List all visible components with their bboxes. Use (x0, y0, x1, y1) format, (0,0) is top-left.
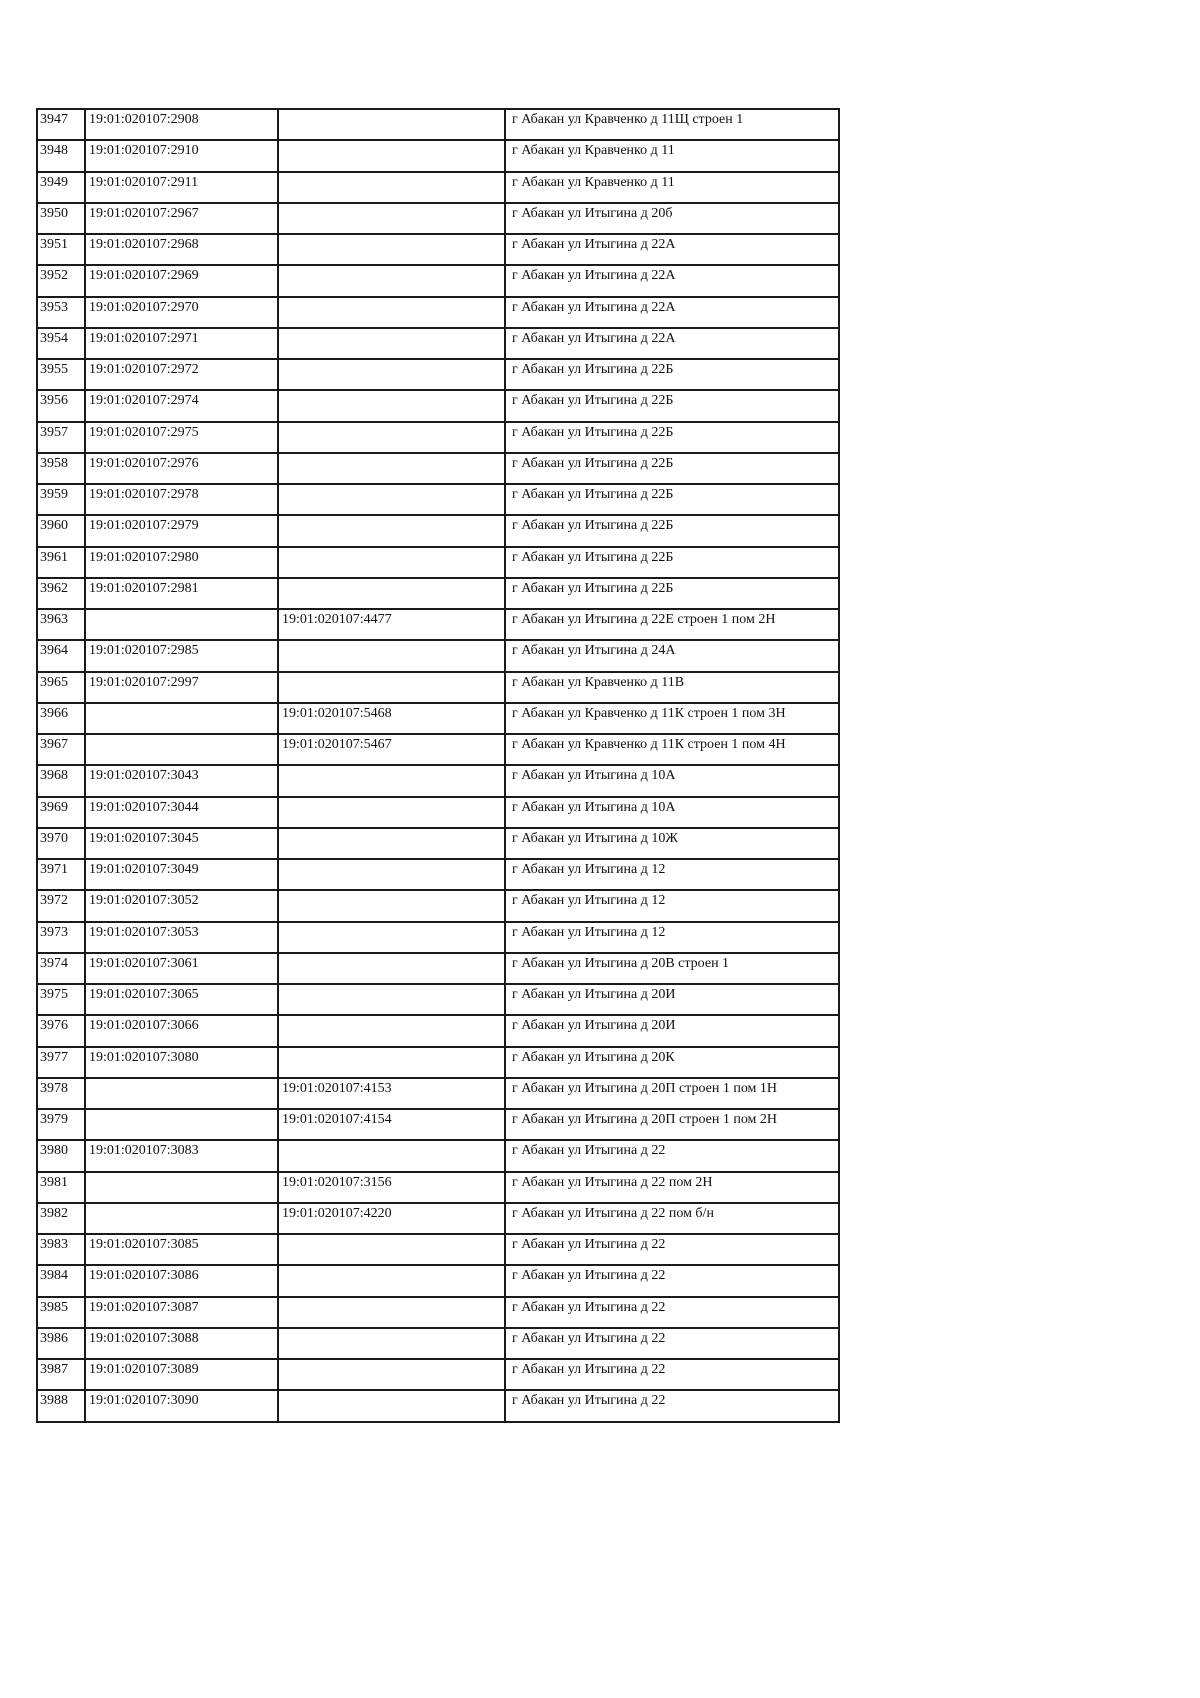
object-cadastral-number-cell (278, 484, 505, 515)
parcel-cadastral-number-cell: 19:01:020107:2911 (85, 172, 278, 203)
row-number-cell: 3980 (37, 1140, 85, 1171)
table-row (37, 1234, 839, 1265)
address-cell: г Абакан ул Итыгина д 22Б (505, 484, 839, 515)
object-cadastral-number-cell (278, 1297, 505, 1328)
table-row (37, 515, 839, 546)
address-cell: г Абакан ул Итыгина д 24А (505, 640, 839, 671)
table-row (37, 390, 839, 421)
parcel-cadastral-number-cell: 19:01:020107:3052 (85, 890, 278, 921)
parcel-cadastral-number-cell: 19:01:020107:2975 (85, 422, 278, 453)
row-number-cell: 3984 (37, 1265, 85, 1296)
row-number-cell: 3963 (37, 609, 85, 640)
address-cell: г Абакан ул Итыгина д 10Ж (505, 828, 839, 859)
object-cadastral-number-cell (278, 828, 505, 859)
table-row (37, 172, 839, 203)
registry-table-body (37, 109, 839, 1422)
row-number-cell: 3967 (37, 734, 85, 765)
address-cell: г Абакан ул Итыгина д 22 (505, 1265, 839, 1296)
parcel-cadastral-number-cell: 19:01:020107:2968 (85, 234, 278, 265)
table-row (37, 797, 839, 828)
parcel-cadastral-number-cell: 19:01:020107:2978 (85, 484, 278, 515)
address-cell: г Абакан ул Итыгина д 20И (505, 1015, 839, 1046)
table-row (37, 953, 839, 984)
parcel-cadastral-number-cell: 19:01:020107:2910 (85, 140, 278, 171)
row-number-cell: 3970 (37, 828, 85, 859)
table-row (37, 1297, 839, 1328)
address-cell: г Абакан ул Итыгина д 10А (505, 765, 839, 796)
object-cadastral-number-cell (278, 765, 505, 796)
parcel-cadastral-number-cell: 19:01:020107:3089 (85, 1359, 278, 1390)
address-cell: г Абакан ул Итыгина д 22А (505, 328, 839, 359)
object-cadastral-number-cell (278, 297, 505, 328)
row-number-cell: 3962 (37, 578, 85, 609)
row-number-cell: 3988 (37, 1390, 85, 1421)
parcel-cadastral-number-cell (85, 1203, 278, 1234)
row-number-cell: 3949 (37, 172, 85, 203)
address-cell: г Абакан ул Итыгина д 22Б (505, 547, 839, 578)
table-row (37, 1172, 839, 1203)
table-row (37, 922, 839, 953)
object-cadastral-number-cell (278, 203, 505, 234)
object-cadastral-number-cell (278, 859, 505, 890)
row-number-cell: 3973 (37, 922, 85, 953)
address-cell: г Абакан ул Кравченко д 11Щ строен 1 (505, 109, 839, 140)
object-cadastral-number-cell (278, 640, 505, 671)
parcel-cadastral-number-cell: 19:01:020107:2985 (85, 640, 278, 671)
table-row (37, 453, 839, 484)
address-cell: г Абакан ул Итыгина д 22Б (505, 515, 839, 546)
address-cell: г Абакан ул Итыгина д 22А (505, 297, 839, 328)
address-cell: г Абакан ул Итыгина д 22 (505, 1359, 839, 1390)
row-number-cell: 3979 (37, 1109, 85, 1140)
object-cadastral-number-cell (278, 140, 505, 171)
table-row (37, 547, 839, 578)
row-number-cell: 3981 (37, 1172, 85, 1203)
object-cadastral-number-cell (278, 109, 505, 140)
object-cadastral-number-cell (278, 1359, 505, 1390)
table-row (37, 1328, 839, 1359)
address-cell: г Абакан ул Итыгина д 22 (505, 1140, 839, 1171)
table-row (37, 1140, 839, 1171)
address-cell: г Абакан ул Итыгина д 22 (505, 1297, 839, 1328)
row-number-cell: 3986 (37, 1328, 85, 1359)
row-number-cell: 3952 (37, 265, 85, 296)
table-row (37, 109, 839, 140)
table-row (37, 1109, 839, 1140)
parcel-cadastral-number-cell: 19:01:020107:3053 (85, 922, 278, 953)
object-cadastral-number-cell (278, 1390, 505, 1421)
object-cadastral-number-cell (278, 1047, 505, 1078)
parcel-cadastral-number-cell: 19:01:020107:3061 (85, 953, 278, 984)
object-cadastral-number-cell: 19:01:020107:4153 (278, 1078, 505, 1109)
parcel-cadastral-number-cell: 19:01:020107:3043 (85, 765, 278, 796)
parcel-cadastral-number-cell (85, 734, 278, 765)
address-cell: г Абакан ул Итыгина д 12 (505, 859, 839, 890)
parcel-cadastral-number-cell: 19:01:020107:3044 (85, 797, 278, 828)
parcel-cadastral-number-cell: 19:01:020107:2967 (85, 203, 278, 234)
address-cell: г Абакан ул Итыгина д 20К (505, 1047, 839, 1078)
object-cadastral-number-cell (278, 890, 505, 921)
object-cadastral-number-cell (278, 1015, 505, 1046)
address-cell: г Абакан ул Итыгина д 22 пом б/н (505, 1203, 839, 1234)
object-cadastral-number-cell (278, 797, 505, 828)
parcel-cadastral-number-cell: 19:01:020107:2972 (85, 359, 278, 390)
parcel-cadastral-number-cell: 19:01:020107:3088 (85, 1328, 278, 1359)
address-cell: г Абакан ул Итыгина д 22 (505, 1390, 839, 1421)
object-cadastral-number-cell (278, 234, 505, 265)
row-number-cell: 3951 (37, 234, 85, 265)
row-number-cell: 3982 (37, 1203, 85, 1234)
parcel-cadastral-number-cell: 19:01:020107:2971 (85, 328, 278, 359)
row-number-cell: 3964 (37, 640, 85, 671)
table-row (37, 140, 839, 171)
address-cell: г Абакан ул Итыгина д 22Б (505, 422, 839, 453)
row-number-cell: 3974 (37, 953, 85, 984)
row-number-cell: 3976 (37, 1015, 85, 1046)
table-row (37, 359, 839, 390)
table-row (37, 1390, 839, 1421)
object-cadastral-number-cell (278, 672, 505, 703)
address-cell: г Абакан ул Итыгина д 20П строен 1 пом 2Н (505, 1109, 839, 1140)
parcel-cadastral-number-cell: 19:01:020107:3080 (85, 1047, 278, 1078)
object-cadastral-number-cell (278, 984, 505, 1015)
row-number-cell: 3968 (37, 765, 85, 796)
address-cell: г Абакан ул Итыгина д 22Б (505, 390, 839, 421)
table-row (37, 1203, 839, 1234)
table-row (37, 1047, 839, 1078)
row-number-cell: 3947 (37, 109, 85, 140)
table-row (37, 328, 839, 359)
address-cell: г Абакан ул Итыгина д 12 (505, 922, 839, 953)
parcel-cadastral-number-cell (85, 703, 278, 734)
row-number-cell: 3972 (37, 890, 85, 921)
object-cadastral-number-cell (278, 453, 505, 484)
row-number-cell: 3966 (37, 703, 85, 734)
address-cell: г Абакан ул Кравченко д 11В (505, 672, 839, 703)
object-cadastral-number-cell (278, 515, 505, 546)
row-number-cell: 3956 (37, 390, 85, 421)
address-cell: г Абакан ул Кравченко д 11К строен 1 пом 4Н (505, 734, 839, 765)
address-cell: г Абакан ул Итыгина д 22А (505, 234, 839, 265)
table-row (37, 1359, 839, 1390)
object-cadastral-number-cell: 19:01:020107:5467 (278, 734, 505, 765)
row-number-cell: 3969 (37, 797, 85, 828)
parcel-cadastral-number-cell: 19:01:020107:2980 (85, 547, 278, 578)
row-number-cell: 3953 (37, 297, 85, 328)
address-cell: г Абакан ул Итыгина д 20В строен 1 (505, 953, 839, 984)
row-number-cell: 3983 (37, 1234, 85, 1265)
object-cadastral-number-cell (278, 328, 505, 359)
object-cadastral-number-cell (278, 390, 505, 421)
table-row (37, 703, 839, 734)
object-cadastral-number-cell (278, 1328, 505, 1359)
table-row (37, 984, 839, 1015)
table-row (37, 203, 839, 234)
row-number-cell: 3955 (37, 359, 85, 390)
parcel-cadastral-number-cell (85, 1078, 278, 1109)
row-number-cell: 3948 (37, 140, 85, 171)
row-number-cell: 3957 (37, 422, 85, 453)
parcel-cadastral-number-cell: 19:01:020107:2976 (85, 453, 278, 484)
table-row (37, 297, 839, 328)
row-number-cell: 3985 (37, 1297, 85, 1328)
table-row (37, 734, 839, 765)
table-row (37, 672, 839, 703)
address-cell: г Абакан ул Итыгина д 22Е строен 1 пом 2Н (505, 609, 839, 640)
registry-table (36, 108, 840, 1423)
table-row (37, 422, 839, 453)
parcel-cadastral-number-cell: 19:01:020107:3066 (85, 1015, 278, 1046)
address-cell: г Абакан ул Итыгина д 22 пом 2Н (505, 1172, 839, 1203)
table-row (37, 1015, 839, 1046)
row-number-cell: 3975 (37, 984, 85, 1015)
object-cadastral-number-cell (278, 578, 505, 609)
parcel-cadastral-number-cell: 19:01:020107:3087 (85, 1297, 278, 1328)
table-row (37, 578, 839, 609)
table-row (37, 640, 839, 671)
table-row (37, 484, 839, 515)
row-number-cell: 3971 (37, 859, 85, 890)
object-cadastral-number-cell (278, 359, 505, 390)
table-row (37, 859, 839, 890)
address-cell: г Абакан ул Кравченко д 11К строен 1 пом 3Н (505, 703, 839, 734)
table-row (37, 609, 839, 640)
object-cadastral-number-cell (278, 1265, 505, 1296)
row-number-cell: 3954 (37, 328, 85, 359)
row-number-cell: 3987 (37, 1359, 85, 1390)
parcel-cadastral-number-cell: 19:01:020107:2981 (85, 578, 278, 609)
object-cadastral-number-cell (278, 547, 505, 578)
row-number-cell: 3958 (37, 453, 85, 484)
table-row (37, 1078, 839, 1109)
parcel-cadastral-number-cell (85, 609, 278, 640)
table-row (37, 765, 839, 796)
parcel-cadastral-number-cell: 19:01:020107:3085 (85, 1234, 278, 1265)
object-cadastral-number-cell (278, 922, 505, 953)
address-cell: г Абакан ул Итыгина д 12 (505, 890, 839, 921)
address-cell: г Абакан ул Итыгина д 22Б (505, 453, 839, 484)
parcel-cadastral-number-cell: 19:01:020107:3086 (85, 1265, 278, 1296)
address-cell: г Абакан ул Итыгина д 22 (505, 1234, 839, 1265)
parcel-cadastral-number-cell: 19:01:020107:3045 (85, 828, 278, 859)
parcel-cadastral-number-cell: 19:01:020107:3090 (85, 1390, 278, 1421)
row-number-cell: 3978 (37, 1078, 85, 1109)
address-cell: г Абакан ул Итыгина д 10А (505, 797, 839, 828)
table-row (37, 828, 839, 859)
object-cadastral-number-cell (278, 172, 505, 203)
parcel-cadastral-number-cell: 19:01:020107:2970 (85, 297, 278, 328)
row-number-cell: 3960 (37, 515, 85, 546)
row-number-cell: 3961 (37, 547, 85, 578)
parcel-cadastral-number-cell: 19:01:020107:2974 (85, 390, 278, 421)
object-cadastral-number-cell (278, 1140, 505, 1171)
table-row (37, 234, 839, 265)
address-cell: г Абакан ул Кравченко д 11 (505, 140, 839, 171)
row-number-cell: 3965 (37, 672, 85, 703)
row-number-cell: 3977 (37, 1047, 85, 1078)
parcel-cadastral-number-cell: 19:01:020107:3049 (85, 859, 278, 890)
object-cadastral-number-cell (278, 422, 505, 453)
row-number-cell: 3959 (37, 484, 85, 515)
object-cadastral-number-cell (278, 953, 505, 984)
address-cell: г Абакан ул Итыгина д 22А (505, 265, 839, 296)
parcel-cadastral-number-cell: 19:01:020107:2969 (85, 265, 278, 296)
parcel-cadastral-number-cell: 19:01:020107:3083 (85, 1140, 278, 1171)
parcel-cadastral-number-cell (85, 1109, 278, 1140)
object-cadastral-number-cell: 19:01:020107:4220 (278, 1203, 505, 1234)
address-cell: г Абакан ул Итыгина д 22 (505, 1328, 839, 1359)
parcel-cadastral-number-cell: 19:01:020107:2979 (85, 515, 278, 546)
object-cadastral-number-cell: 19:01:020107:3156 (278, 1172, 505, 1203)
object-cadastral-number-cell (278, 1234, 505, 1265)
object-cadastral-number-cell (278, 265, 505, 296)
address-cell: г Абакан ул Кравченко д 11 (505, 172, 839, 203)
address-cell: г Абакан ул Итыгина д 20б (505, 203, 839, 234)
object-cadastral-number-cell: 19:01:020107:4477 (278, 609, 505, 640)
object-cadastral-number-cell: 19:01:020107:4154 (278, 1109, 505, 1140)
parcel-cadastral-number-cell: 19:01:020107:3065 (85, 984, 278, 1015)
address-cell: г Абакан ул Итыгина д 20П строен 1 пом 1Н (505, 1078, 839, 1109)
table-row (37, 265, 839, 296)
parcel-cadastral-number-cell: 19:01:020107:2908 (85, 109, 278, 140)
address-cell: г Абакан ул Итыгина д 22Б (505, 359, 839, 390)
row-number-cell: 3950 (37, 203, 85, 234)
address-cell: г Абакан ул Итыгина д 20И (505, 984, 839, 1015)
parcel-cadastral-number-cell: 19:01:020107:2997 (85, 672, 278, 703)
table-row (37, 890, 839, 921)
address-cell: г Абакан ул Итыгина д 22Б (505, 578, 839, 609)
table-row (37, 1265, 839, 1296)
parcel-cadastral-number-cell (85, 1172, 278, 1203)
object-cadastral-number-cell: 19:01:020107:5468 (278, 703, 505, 734)
